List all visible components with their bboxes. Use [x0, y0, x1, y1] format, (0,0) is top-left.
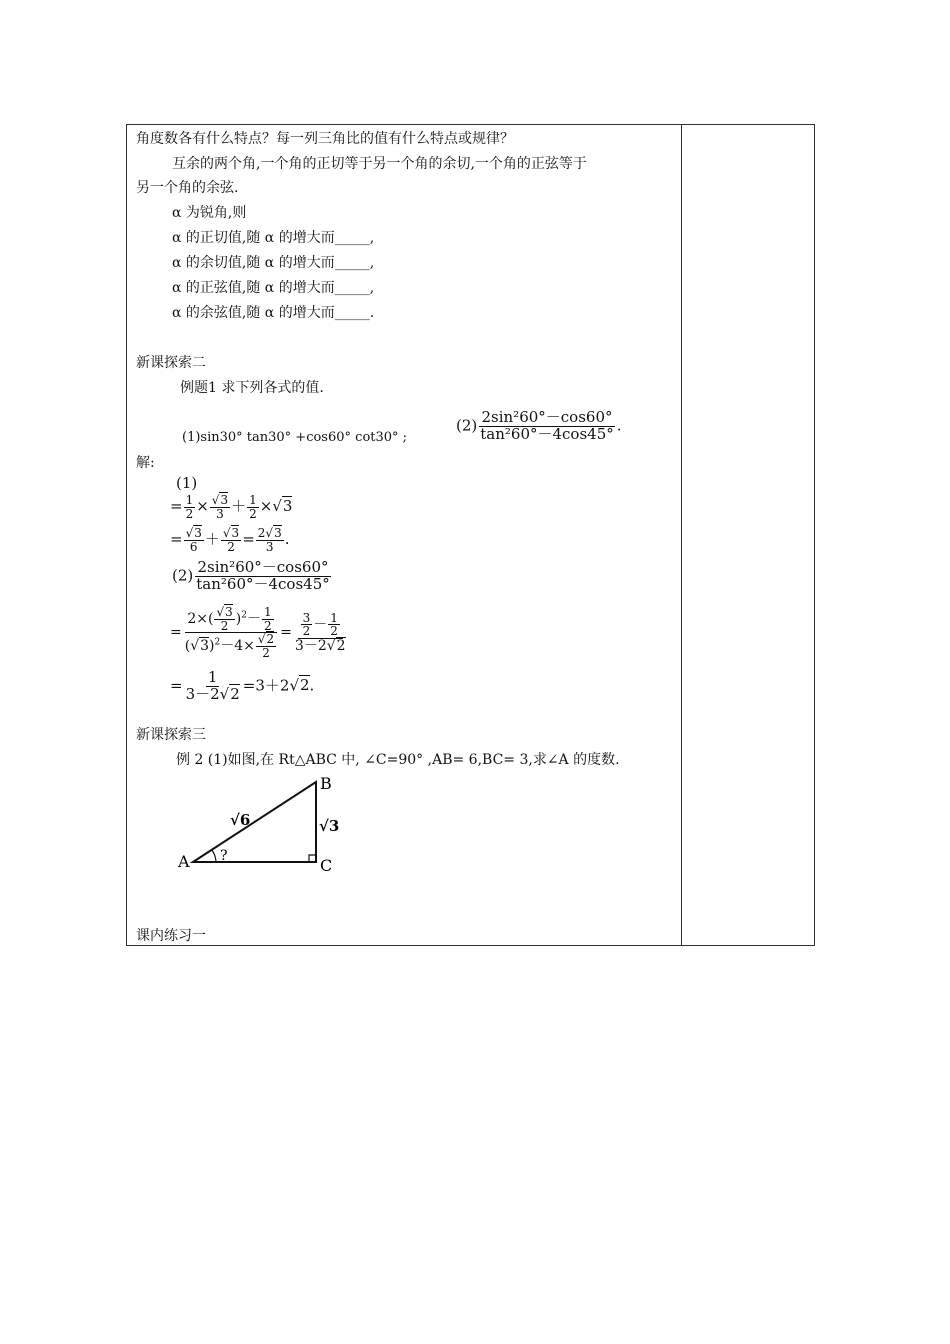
example-2-heading: 例 2 (1)如图,在 Rt△ABC 中, ∠C=90° ,AB= 6,BC= 3,求∠A 的度数.	[176, 752, 620, 768]
solution-2-header	[172, 560, 333, 593]
cotangent-blank-line: α 的余切值,随 α 的增大而_____,	[172, 255, 375, 271]
solution-label: 解:	[136, 455, 155, 471]
solution-2-denominator: tan²60°－4cos45°	[196, 574, 330, 593]
example-1-part-2	[456, 410, 622, 443]
conclusion-line-2: 另一个角的余弦.	[136, 180, 239, 196]
vertex-b-label: B	[320, 774, 332, 793]
triangle-abc	[193, 782, 316, 862]
solution-2-fraction	[194, 560, 332, 593]
notes-column-divider	[681, 125, 682, 945]
leg-bc-label: √3	[319, 817, 340, 835]
solution-2-step-2: = $\frac{1}{3-2√2}$ =3＋2√2.	[170, 668, 315, 703]
section-title-3: 新课探索三	[136, 727, 206, 743]
right-angle-mark	[309, 855, 316, 862]
example-1-heading: 例题1 求下列各式的值.	[180, 380, 324, 396]
vertex-c-label: C	[320, 856, 333, 875]
solution-1-step-1: = $\frac{1}{2}$ × $\frac{√3}{3}$ ＋ $\frac{1}{2}$ ×√3	[170, 493, 293, 521]
example-1-part-1: (1)sin30° tan30° +cos60° cot30° ;	[182, 430, 408, 445]
vertex-a-label: A	[178, 852, 190, 871]
angle-question-mark: ?	[220, 848, 228, 864]
hypotenuse-label: √6	[230, 811, 251, 829]
part-2-period: .	[616, 416, 622, 435]
part-2-fraction	[478, 410, 616, 443]
sine-blank-line: α 的正弦值,随 α 的增大而_____,	[172, 280, 375, 296]
solution-1-label: (1)	[176, 474, 198, 492]
solution-2-label: (2)	[172, 566, 194, 585]
part-2-label: (2)	[456, 416, 478, 435]
part-2-numerator: 2sin²60°－cos60°	[481, 408, 613, 426]
solution-1-step-2: = $\frac{√3}{6}$ ＋ $\frac{√3}{2}$ = $\frac{2√3}{3}$ .	[170, 526, 290, 554]
question-line: 角度数各有什么特点？每一列三角比的值有什么特点或规律？	[136, 131, 514, 147]
cosine-blank-line: α 的余弦值,随 α 的增大而_____.	[172, 305, 375, 321]
tangent-blank-line: α 的正切值,随 α 的增大而_____,	[172, 230, 375, 246]
acute-angle-line: α 为锐角,则	[172, 205, 247, 221]
section-title-4: 课内练习一	[136, 928, 206, 944]
solution-2-numerator: 2sin²60°－cos60°	[197, 558, 329, 576]
conclusion-line-1: 互余的两个角,一个角的正切等于另一个角的余切,一个角的正弦等于	[172, 156, 587, 172]
solution-2-step-1: = 2×( $\frac{√3}{2}$ )$^2$－ $\frac{1}{2}$ $(√3)^2-4\times$ $\frac{√2}{2}$ = $\frac{3}{2}$ － $\frac{1}{2}$ 3－2√2	[170, 605, 346, 660]
angle-a-arc	[212, 850, 216, 862]
right-triangle-figure	[170, 770, 350, 880]
part-2-denominator: tan²60°－4cos45°	[480, 424, 614, 443]
section-title-2: 新课探索二	[136, 355, 206, 371]
